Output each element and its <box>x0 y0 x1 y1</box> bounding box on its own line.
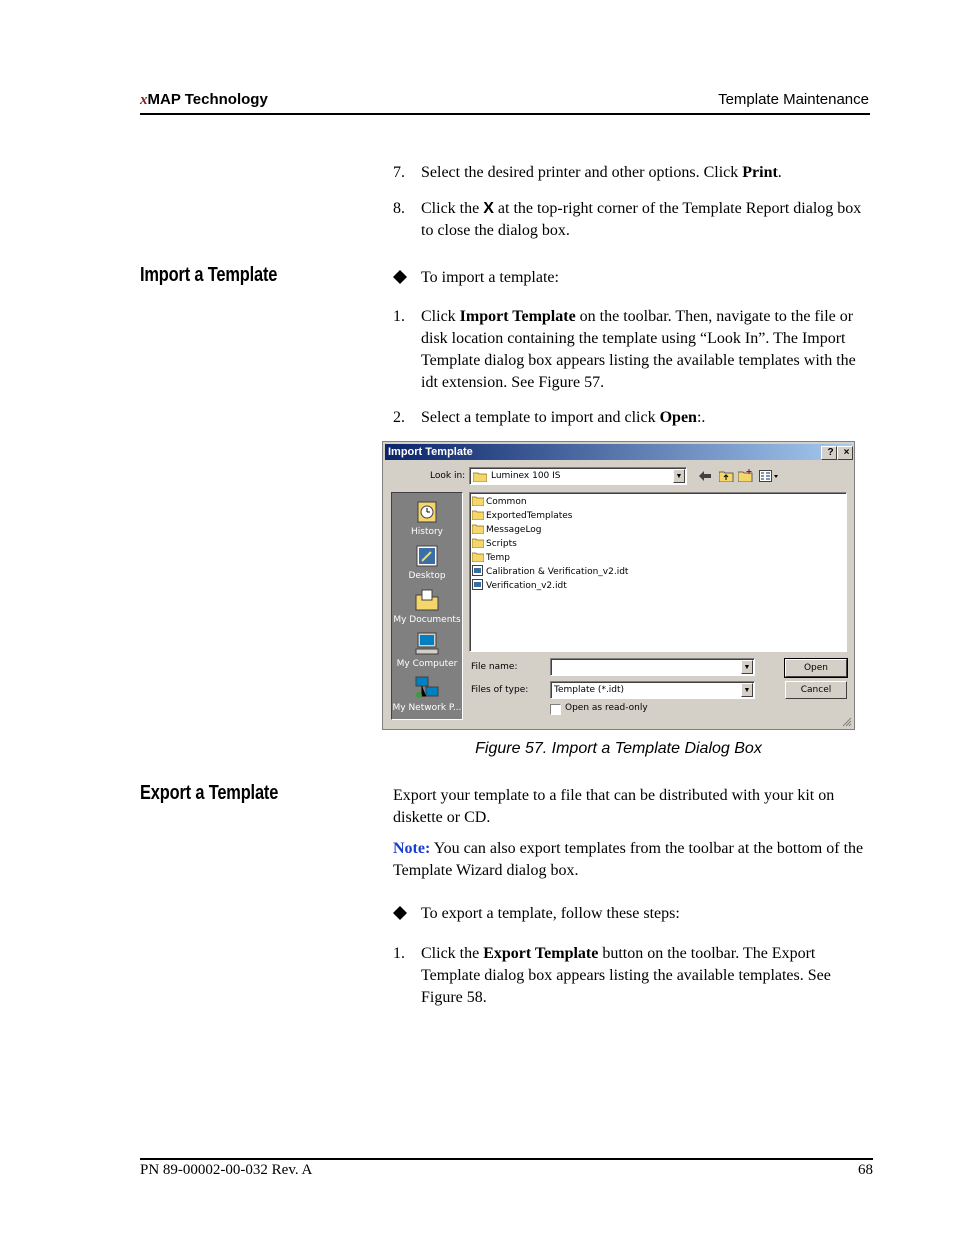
list-item[interactable]: MessageLog <box>472 523 542 537</box>
chevron-down-icon[interactable]: ▼ <box>673 469 685 483</box>
export-intro: Export your template to a file that can be distributed with your kit on diskette or CD. <box>393 787 835 826</box>
import-step-2-text: Select a template to import and click Open:. <box>421 409 706 426</box>
list-item[interactable]: Calibration & Verification_v2.idt <box>472 565 628 579</box>
import-step-1-number: 1. <box>393 308 405 325</box>
folder-icon <box>472 538 484 548</box>
export-bullet-text: To export a template, follow these steps: <box>421 905 680 922</box>
list-item[interactable]: ExportedTemplates <box>472 509 572 523</box>
footer-part-number: PN 89-00002-00-032 Rev. A <box>140 1162 313 1178</box>
list-item[interactable]: Temp <box>472 551 510 565</box>
file-list[interactable] <box>469 492 847 652</box>
import-bullet-text: To import a template: <box>421 269 559 286</box>
file-name-label: File name: <box>471 662 518 672</box>
folder-icon <box>473 471 487 482</box>
back-arrow-icon[interactable] <box>699 471 711 481</box>
import-section-heading: Import a Template <box>140 264 278 286</box>
read-only-checkbox[interactable] <box>550 704 561 715</box>
place-my-network[interactable]: My Network P... <box>392 675 462 713</box>
my-computer-icon <box>413 631 441 657</box>
header-section-title: Template Maintenance <box>718 91 869 108</box>
import-template-dialog <box>382 441 855 730</box>
up-folder-icon[interactable] <box>719 469 734 482</box>
history-icon <box>413 499 441 525</box>
footer-rule <box>140 1158 873 1160</box>
export-step-1-text: Click the Export Template button on the toolbar. The Export Template dialog box appears listing the available templates. See Figure 58. <box>421 945 831 1006</box>
template-file-icon <box>472 579 484 590</box>
diamond-bullet-icon <box>393 906 407 920</box>
list-item[interactable]: Scripts <box>472 537 517 551</box>
place-my-documents[interactable]: My Documents <box>392 587 462 625</box>
figure-caption: Figure 57. Import a Template Dialog Box <box>475 740 762 757</box>
file-name-input[interactable] <box>550 658 755 676</box>
help-button[interactable]: ? <box>821 446 837 460</box>
export-note: Note: You can also export templates from the toolbar at the bottom of the Template Wizard dialog box. <box>393 840 864 879</box>
export-step-1-number: 1. <box>393 945 405 962</box>
step-7-text: Select the desired printer and other options. Click Print. <box>421 164 782 181</box>
step-8-number: 8. <box>393 200 405 217</box>
step-7-number: 7. <box>393 164 405 181</box>
footer-page-number: 68 <box>858 1162 873 1178</box>
file-type-dropdown[interactable]: Template (*.idt) ▼ <box>550 681 755 699</box>
look-in-dropdown[interactable]: Luminex 100 IS ▼ <box>469 467 687 485</box>
folder-icon <box>472 496 484 506</box>
new-folder-icon[interactable] <box>738 469 753 482</box>
folder-icon <box>472 524 484 534</box>
chevron-down-icon[interactable]: ▼ <box>741 660 753 674</box>
chevron-down-icon[interactable]: ▼ <box>741 683 753 697</box>
look-in-label: Look in: <box>430 471 466 481</box>
header-brand: xMAP Technology <box>140 91 268 108</box>
resize-grip-icon[interactable] <box>842 717 852 727</box>
list-item[interactable]: Verification_v2.idt <box>472 579 567 593</box>
dialog-title-bar: Import Template ? × <box>385 444 852 460</box>
place-my-computer[interactable]: My Computer <box>392 631 462 669</box>
place-desktop[interactable]: Desktop <box>392 543 462 581</box>
export-section-heading: Export a Template <box>140 782 279 804</box>
read-only-label: Open as read-only <box>565 703 648 713</box>
import-step-1-text: Click Import Template on the toolbar. Then, navigate to the file or disk location containing the template using “Look In”. The Import Template dialog box appears listing the available templates with the idt extension. See Figure 57. <box>421 308 856 391</box>
import-step-2-number: 2. <box>393 409 405 426</box>
header-rule <box>140 113 870 115</box>
diamond-bullet-icon <box>393 270 407 284</box>
desktop-icon <box>413 543 441 569</box>
folder-icon <box>472 510 484 520</box>
file-type-label: Files of type: <box>471 685 529 695</box>
place-history[interactable]: History <box>392 499 462 537</box>
cancel-button[interactable]: Cancel <box>785 681 847 699</box>
folder-icon <box>472 552 484 562</box>
my-documents-icon <box>413 587 441 613</box>
template-file-icon <box>472 565 484 576</box>
view-menu-icon[interactable] <box>759 470 779 482</box>
close-button[interactable]: × <box>837 446 853 460</box>
network-places-icon <box>413 675 441 701</box>
list-item[interactable]: Common <box>472 495 527 509</box>
places-bar <box>391 492 463 720</box>
step-8-text: Click the X at the top-right corner of the Template Report dialog box to close the dialog box. <box>421 200 862 239</box>
open-button[interactable]: Open <box>785 659 847 677</box>
